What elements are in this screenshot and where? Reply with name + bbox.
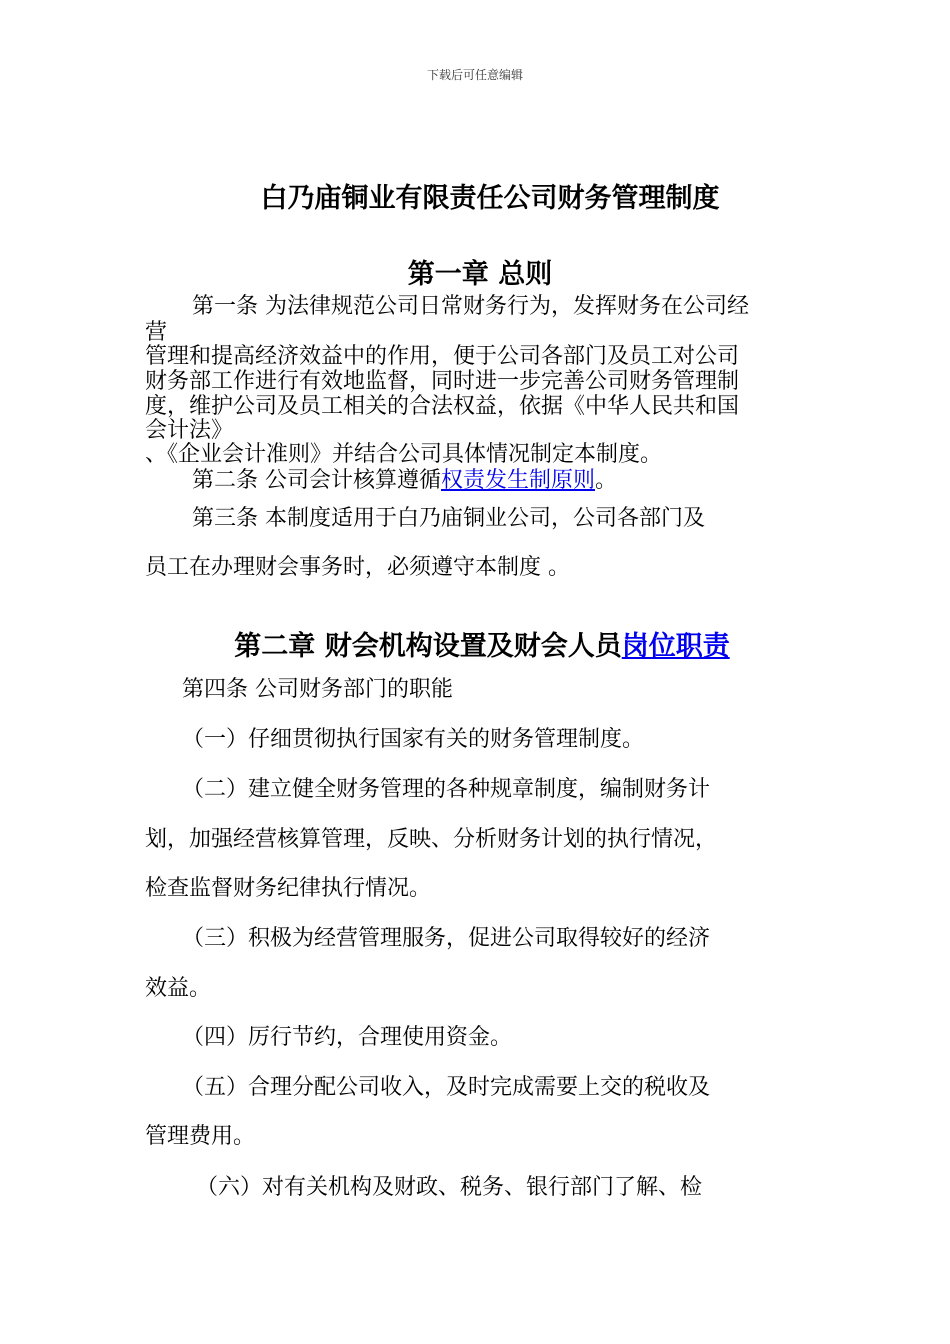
article-3-line-2: 员工在办理财会事务时，必须遵守本制度 。 [145,555,570,580]
article-2 [192,470,617,492]
chapter-2-title [7,624,950,663]
duty-item-2-line-2: 划，加强经营核算管理，反映、分析财务计划的执行情况， [145,827,718,852]
article-2-suffix: 。 [595,468,618,493]
duty-item-5-line-2: 管理费用。 [145,1124,256,1149]
header-note: 下载后可任意编辑 [426,68,523,82]
article-1-line-7: 、《企业会计准则》并结合公司具体情况制定本制度。 [145,442,663,467]
article-1-line-2: 营 [145,320,168,345]
job-duties-link[interactable]: 岗位职责 [621,631,730,662]
chapter-1-title: 第一章 总则 [407,259,553,290]
accrual-basis-link[interactable]: 权责发生制原则 [441,468,596,493]
duty-item-3-line-2: 效益。 [145,976,212,1001]
article-4-heading: 第四条 公司财务部门的职能 [182,677,453,702]
duty-item-1: （一）仔细贯彻执行国家有关的财务管理制度。 [182,727,645,752]
duty-item-4: （四）厉行节约，合理使用资金。 [182,1025,513,1050]
article-2-prefix: 第二条 公司会计核算遵循 [192,468,441,493]
duty-item-5-line-1: （五）合理分配公司收入，及时完成需要上交的税收及 [182,1075,711,1100]
article-1-line-5: 度，维护公司及员工相关的合法权益，依据《中华人民共和国 [145,394,740,419]
article-1-line-4: 财务部工作进行有效地监督，同时进一步完善公司财务管理制 [145,369,740,394]
chapter-2-title-prefix: 第二章 财会机构设置及财会人员 [234,631,622,662]
article-1-line-3: 管理和提高经济效益中的作用，便于公司各部门及员工对公司 [145,344,740,369]
article-1-line-1: 第一条 为法律规范公司日常财务行为，发挥财务在公司经 [192,294,749,319]
duty-item-6-line-1: （六）对有关机构及财政、税务、银行部门了解、检 [196,1175,703,1200]
article-3-line-1: 第三条 本制度适用于白乃庙铜业公司，公司各部门及 [192,506,705,531]
duty-item-3-line-1: （三）积极为经营管理服务，促进公司取得较好的经济 [182,926,711,951]
document-title: 白乃庙铜业有限责任公司财务管理制度 [260,183,720,214]
article-1-line-6: 会计法》 [145,418,234,443]
duty-item-2-line-1: （二）建立健全财务管理的各种规章制度，编制财务计 [182,777,711,802]
duty-item-2-line-3: 检查监督财务纪律执行情况。 [145,876,432,901]
